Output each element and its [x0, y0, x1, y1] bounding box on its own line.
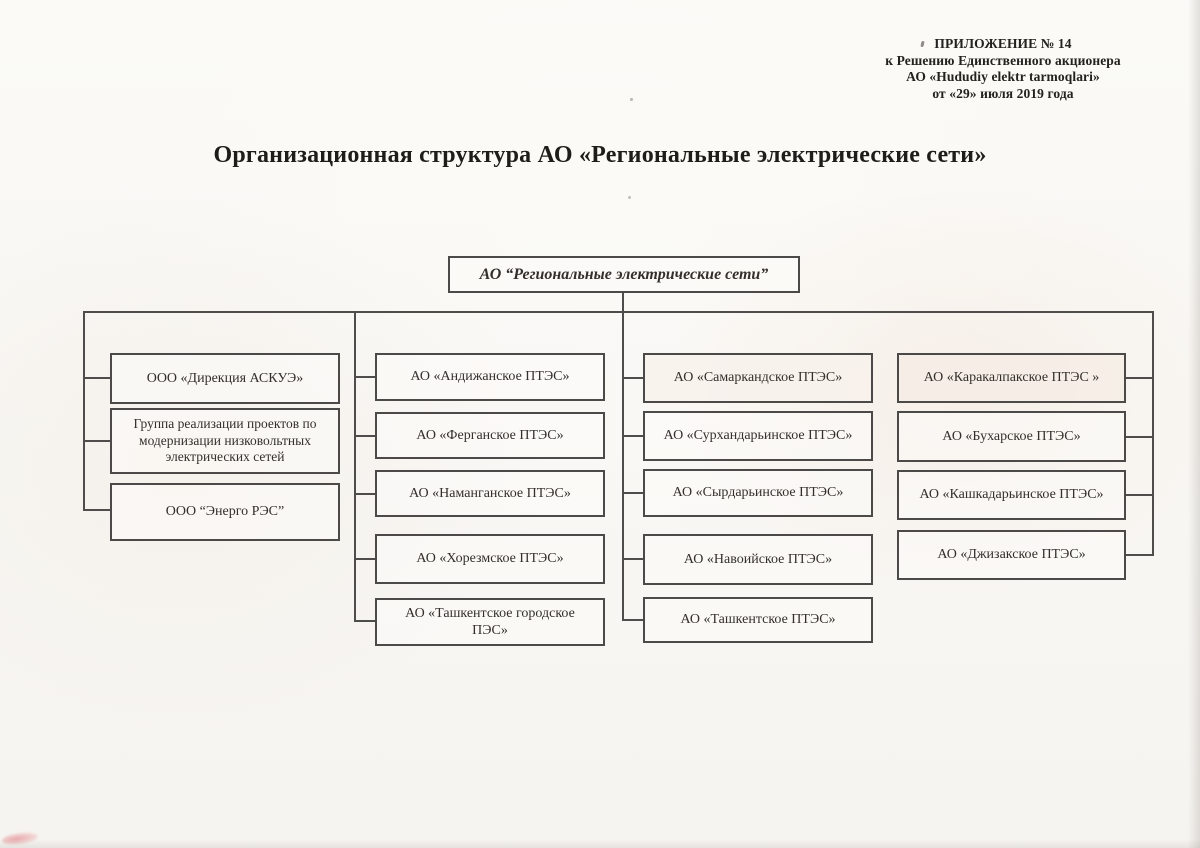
org-node-label: Группа реализации проектов по модернизации низковольтных электрических сетей	[133, 415, 317, 465]
stub-col4-4	[1126, 554, 1154, 556]
stub-col4-2	[1126, 436, 1154, 438]
scan-speck	[628, 196, 631, 199]
stub-col2-2	[354, 435, 375, 437]
connector-root-drop	[622, 293, 624, 311]
trunk-col4	[1152, 311, 1154, 556]
stub-col1-3	[83, 509, 110, 511]
scan-speck	[630, 98, 633, 101]
stub-col3-4	[622, 558, 643, 560]
org-node-bukhara-ptes: АО «Бухарское ПТЭС»	[897, 411, 1126, 462]
org-node-tashkent-city-pes	[375, 598, 605, 646]
appendix-header-line: к Решению Единственного акционера	[885, 52, 1121, 68]
org-node-tashkent-ptes: АО «Ташкентское ПТЭС»	[643, 597, 873, 643]
stub-col2-4	[354, 558, 375, 560]
org-node-jizzakh-ptes: АО «Джизакское ПТЭС»	[897, 530, 1126, 580]
org-node-kashkadarya-ptes: АО «Кашкадарьинское ПТЭС»	[897, 470, 1126, 520]
org-node-energo-res: ООО “Энерго РЭС”	[110, 483, 340, 541]
stub-col3-1	[622, 377, 643, 379]
org-node-direkciya-askue: ООО «Дирекция АСКУЭ»	[110, 353, 340, 404]
org-node-syrdarya-ptes: АО «Сырдарьинское ПТЭС»	[643, 469, 873, 517]
stub-col1-1	[83, 377, 110, 379]
org-node-namangan-ptes: АО «Наманганское ПТЭС»	[375, 470, 605, 517]
appendix-header-line: АО «Hududiy elektr tarmoqlari»	[906, 69, 1100, 84]
scan-edge-shadow-right	[1188, 0, 1200, 848]
org-root-node: АО “Региональные электрические сети”	[448, 256, 800, 293]
org-node-fergana-ptes: АО «Ферганское ПТЭС»	[375, 412, 605, 459]
trunk-col2	[354, 311, 356, 622]
org-node-label: АО «Ташкентское городское ПЭС»	[405, 605, 575, 638]
org-node-gruppa-realizacii-proektov	[110, 408, 340, 474]
stub-col4-3	[1126, 494, 1154, 496]
appendix-header-line: от «29» июля 2019 года	[932, 85, 1074, 101]
stub-col4-1	[1126, 377, 1154, 379]
org-node-khorezm-ptes: АО «Хорезмское ПТЭС»	[375, 534, 605, 584]
stub-col3-2	[622, 435, 643, 437]
appendix-header	[858, 36, 1148, 102]
trunk-col1	[83, 311, 85, 511]
scan-edge-shadow-bottom	[0, 839, 1200, 848]
trunk-col3	[622, 311, 624, 621]
org-node-andijan-ptes: АО «Андижанское ПТЭС»	[375, 353, 605, 401]
org-node-surkhandarya-ptes: АО «Сурхандарьинское ПТЭС»	[643, 411, 873, 461]
stub-col3-3	[622, 492, 643, 494]
org-node-samarkand-ptes: АО «Самаркандское ПТЭС»	[643, 353, 873, 403]
stub-col3-5	[622, 619, 643, 621]
stub-col2-3	[354, 493, 375, 495]
appendix-header-line: ПРИЛОЖЕНИЕ № 14	[934, 36, 1072, 51]
stub-col2-5	[354, 620, 375, 622]
org-node-karakalpak-ptes: АО «Каракалпакское ПТЭС »	[897, 353, 1126, 403]
stub-col2-1	[354, 376, 375, 378]
org-node-navoi-ptes: АО «Навоийское ПТЭС»	[643, 534, 873, 585]
stub-col1-2	[83, 440, 110, 442]
connector-rail	[83, 311, 1154, 313]
page-title: Организационная структура АО «Региональные электрические сети»	[213, 142, 987, 168]
